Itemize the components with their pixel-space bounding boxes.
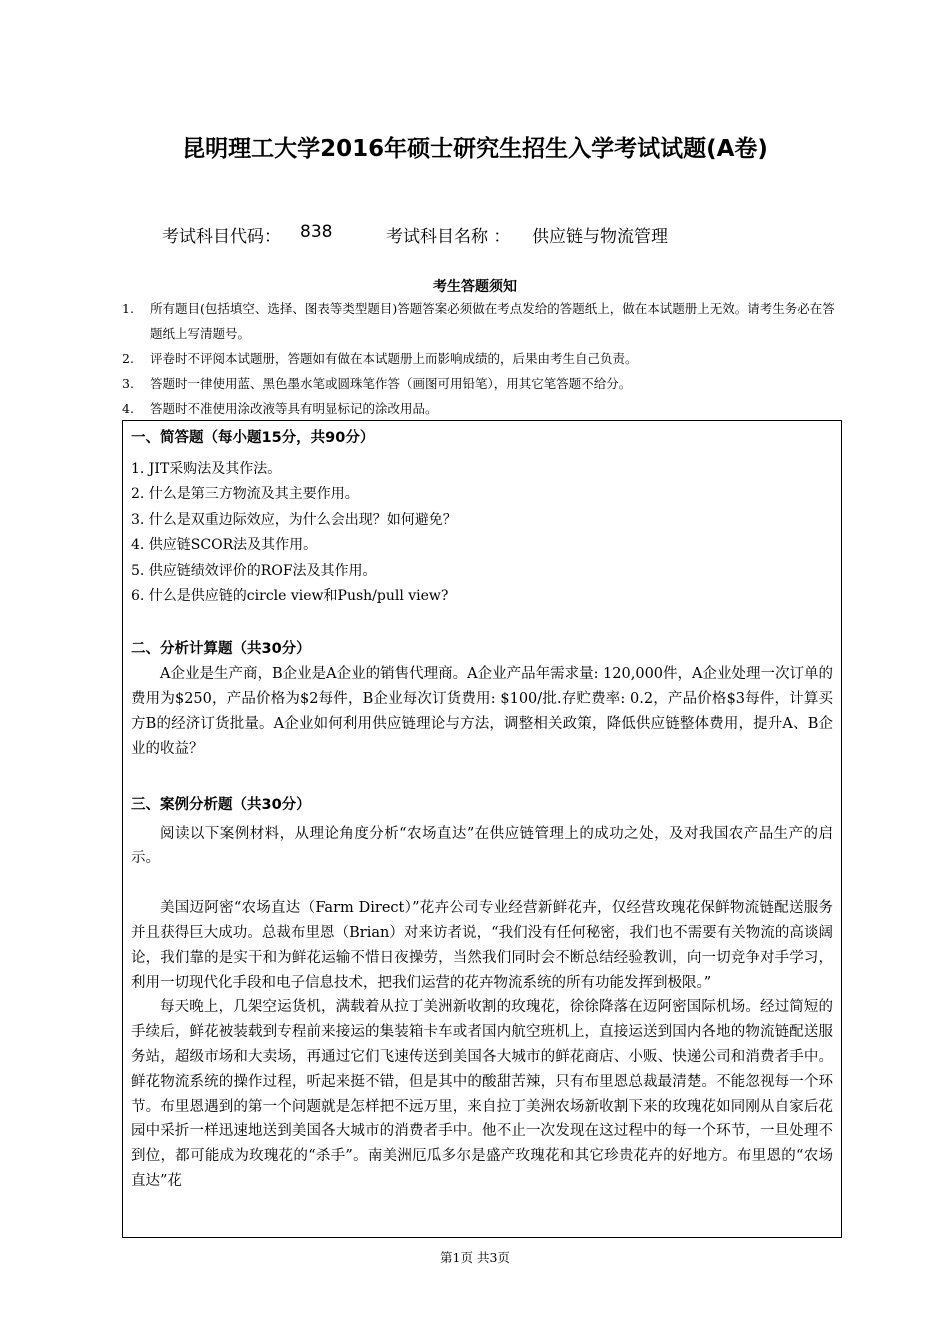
- notice-item: [122, 371, 842, 396]
- subject-code-value: 838: [300, 222, 333, 242]
- section2-title: 二、分析计算题（共30分）: [131, 641, 311, 658]
- notice-item-text: 所有题目(包括填空、选择、图表等类型题目)答题答案必须做在考点发给的答题纸上，做在本试题册上无效。请考生务必在答题纸上写清题号。: [150, 301, 835, 341]
- question-item: 1. JIT采购法及其作法。: [131, 461, 282, 477]
- notice-list: [122, 296, 842, 421]
- notice-item-text: 答题时一律使用蓝、黑色墨水笔或圆珠笔作答（画图可用铅笔），用其它笔答题不给分。: [150, 376, 632, 391]
- subject-code-label: 考试科目代码：: [162, 227, 281, 247]
- notice-item-number: 1.: [122, 301, 134, 316]
- notice-item-text: 答题时不准使用涂改液等具有明显标记的涂改用品。: [150, 401, 438, 416]
- notice-item-number: 2.: [122, 351, 134, 366]
- section3-intro: 阅读以下案例材料，从理论角度分析“农场直达”在供应链管理上的成功之处，及对我国农产品生产的启示。: [131, 825, 833, 867]
- notice-item: [122, 396, 842, 421]
- page-number: 第1页 共3页: [440, 1250, 510, 1265]
- notice-item-number: 3.: [122, 376, 134, 391]
- section1-title: 一、简答题（每小题15分，共90分）: [131, 430, 375, 446]
- subject-name-label: 考试科目名称 ：: [386, 227, 511, 247]
- case-paragraph-2: 每天晚上，几架空运货机，满载着从拉丁美洲新收割的玫瑰花，徐徐降落在迈阿密国际机场。经过简短的手续后，鲜花被装载到专程前来接运的集装箱卡车或者国内航空班机上，直接运送到国内各地的物流链配送服务站，超级市场和大卖场，再通过它们飞速传送到美国各大城市的鲜花商店、小贩、快递公司和消费者手中。鲜花物流系统的操作过程，听起来挺不错，但是其中的酸甜苦辣，只有布里恩总裁最清楚。不能忽视每一个环节。布里恩遇到的第一个问题就是怎样把不远万里，来自拉丁美洲农场新收割下来的玫瑰花如同刚从自家后花园中采折一样迅速地送到美国各大城市的消费者手中。他不止一次发现在这过程中的每一个环节，一旦处理不到位，都可能成为玫瑰花的“杀手”。南美洲厄瓜多尔是盛产玫瑰花和其它珍贵花卉的好地方。布里恩的“农场直达”花: [131, 999, 833, 1189]
- section2-text: A企业是生产商，B企业是A企业的销售代理商。A企业产品年需求量: 120,000件，A企业处理一次订单的费用为$250，产品价格为$2每件，B企业每次订货费用: $100/批.存贮费率: 0.2，产品价格$3每件，计算买方B的经济订货批量。A企业如何利用供应链理论与方法，调整相关政策，降低供应链整体费用，提升A、B企业的收益？: [131, 666, 833, 757]
- question-item: 6. 什么是供应链的circle view和Push/pull view?: [131, 588, 449, 605]
- question-item: 3. 什么是双重边际效应，为什么会出现？如何避免？: [131, 511, 457, 528]
- case-paragraph-1: 美国迈阿密“农场直达（Farm Direct）”花卉公司专业经营新鲜花卉，仅经营玫瑰花保鲜物流链配送服务并且获得巨大成功。总裁布里恩（Brian）对来访者说，“我们没有任何秘密，我们也不需要有关物流的高谈阔论，我们靠的是实干和为鲜花运输不惜日夜操劳，当然我们同时会不断总结经验教训，向一切竞争对手学习，利用一切现代化手段和电子信息技术，把我们运营的花卉物流系统的所有功能发挥到极限。”: [131, 900, 833, 991]
- question-box: [122, 420, 842, 1238]
- section3-title: 三、案例分析题（共30分）: [131, 796, 311, 813]
- notice-item: [122, 346, 842, 371]
- question-item: 5. 供应链绩效评价的ROF法及其作用。: [131, 562, 377, 579]
- notice-title: 考生答题须知: [433, 279, 517, 295]
- question-item: 2. 什么是第三方物流及其主要作用。: [131, 486, 359, 503]
- subject-name-value: 供应链与物流管理: [532, 227, 668, 247]
- question-item: 4. 供应链SCOR法及其作用。: [131, 537, 318, 554]
- exam-title: 昆明理工大学2016年硕士研究生招生入学考试试题(A卷): [182, 136, 768, 162]
- notice-item: [122, 296, 842, 346]
- notice-item-text: 评卷时不评阅本试题册，答题如有做在本试题册上而影响成绩的，后果由考生自己负责。: [150, 351, 638, 366]
- notice-item-number: 4.: [122, 401, 134, 416]
